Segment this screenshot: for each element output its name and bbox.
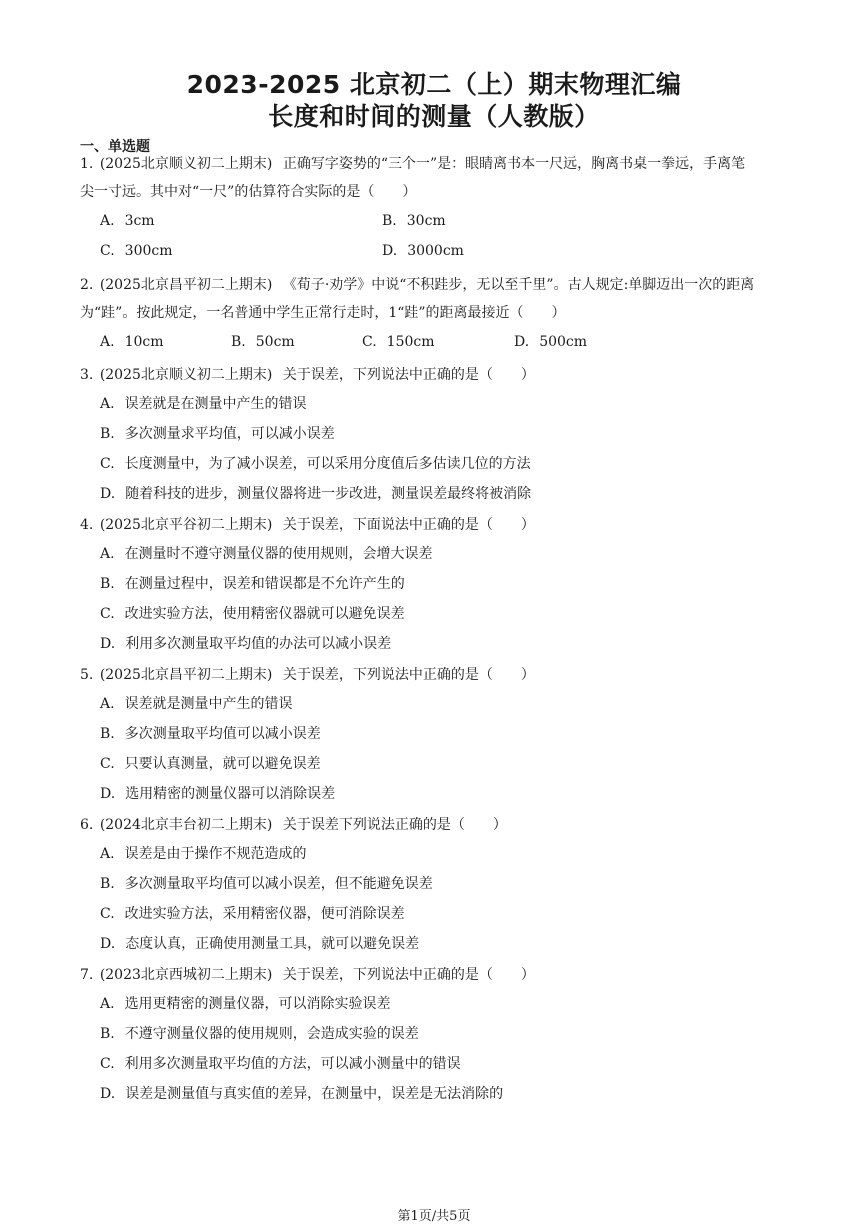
- question-text: 关于误差，下面说法中正确的是（ ）: [282, 517, 535, 533]
- option-letter: A.: [100, 334, 115, 350]
- option-letter: C.: [100, 906, 115, 922]
- option-text: 在测量过程中，误差和错误都是不允许产生的: [124, 576, 405, 592]
- option-text: 选用精密的测量仪器可以消除误差: [125, 786, 336, 802]
- section-heading: 一、单选题: [80, 139, 150, 155]
- option-text: 随着科技的进步，测量仪器将进一步改进，测量误差最终将被消除: [125, 486, 532, 502]
- question-4: [80, 511, 792, 659]
- option-letter: D.: [100, 936, 116, 952]
- question-number: 5.: [80, 667, 94, 683]
- question-source: (2025北京昌平初二上期末): [99, 277, 273, 293]
- question-source: (2025北京顺义初二上期末): [99, 367, 273, 383]
- option-letter: A.: [100, 396, 115, 412]
- question-text: 关于误差，下列说法中正确的是（ ）: [282, 667, 535, 683]
- option-a: [100, 206, 382, 236]
- option-a: [80, 689, 792, 719]
- question-6: [80, 811, 792, 959]
- option-text: 多次测量取平均值可以减小误差，但不能避免误差: [124, 876, 433, 892]
- options-row: [80, 327, 792, 357]
- option-text: 不遵守测量仪器的使用规则，会造成实验的误差: [124, 1026, 419, 1042]
- option-a: [80, 989, 792, 1019]
- option-letter: D.: [382, 243, 398, 259]
- option-letter: B.: [100, 726, 115, 742]
- option-letter: C.: [100, 243, 115, 259]
- question-stem: [80, 150, 792, 178]
- question-5: [80, 661, 792, 809]
- document-title: 2023-2025 北京初二（上）期末物理汇编: [186, 70, 682, 99]
- option-text: 10cm: [124, 334, 164, 350]
- option-d: [80, 779, 792, 809]
- option-b: [80, 569, 792, 599]
- option-d: [514, 327, 645, 357]
- option-text: 误差是测量值与真实值的差异，在测量中，误差是无法消除的: [125, 1086, 504, 1102]
- question-text: 正确写字姿势的“三个一”是：眼睛离书本一尺远，胸离书桌一拳远，手离笔: [282, 156, 746, 172]
- option-text: 改进实验方法，采用精密仪器，便可消除误差: [124, 906, 405, 922]
- document-subtitle: 长度和时间的测量（人教版）: [268, 102, 600, 131]
- option-text: 150cm: [386, 334, 435, 350]
- option-text: 多次测量取平均值可以减小误差: [124, 726, 321, 742]
- question-number: 1.: [80, 156, 94, 172]
- option-letter: D.: [100, 486, 116, 502]
- option-letter: D.: [100, 636, 116, 652]
- question-source: (2024北京丰台初二上期末): [99, 817, 273, 833]
- question-number: 6.: [80, 817, 94, 833]
- question-source: (2023北京西城初二上期末): [99, 967, 273, 983]
- options-grid: [80, 206, 792, 266]
- option-a: [80, 839, 792, 869]
- question-text: 《荀子·劝学》中说“不积跬步，无以至千里”。古人规定:单脚迈出一次的距离: [282, 277, 755, 293]
- option-b: [231, 327, 362, 357]
- question-number: 2.: [80, 277, 94, 293]
- option-text: 误差就是测量中产生的错误: [124, 696, 293, 712]
- question-source: (2025北京昌平初二上期末): [99, 667, 273, 683]
- option-a: [100, 327, 231, 357]
- option-text: 选用更精密的测量仪器，可以消除实验误差: [124, 996, 391, 1012]
- option-letter: C.: [100, 1056, 115, 1072]
- option-c: [80, 1049, 792, 1079]
- option-letter: A.: [100, 213, 115, 229]
- question-stem: [80, 961, 792, 989]
- option-d: [80, 479, 792, 509]
- option-letter: C.: [100, 456, 115, 472]
- question-stem: [80, 661, 792, 689]
- option-d: [80, 1079, 792, 1109]
- question-text: 关于误差，下列说法中正确的是（ ）: [282, 367, 535, 383]
- option-d: [80, 929, 792, 959]
- option-letter: D.: [514, 334, 530, 350]
- option-c: [80, 899, 792, 929]
- option-b: [80, 719, 792, 749]
- option-text: 300cm: [124, 243, 173, 259]
- option-letter: B.: [100, 426, 115, 442]
- option-letter: C.: [100, 606, 115, 622]
- option-b: [80, 1019, 792, 1049]
- question-stem: [80, 271, 792, 299]
- option-a: [80, 539, 792, 569]
- option-letter: A.: [100, 996, 115, 1012]
- question-stem: [80, 811, 792, 839]
- option-b: [382, 206, 664, 236]
- question-text-continued: 为“跬”。按此规定，一名普通中学生正常行走时，1“跬”的距离最接近（ ）: [80, 305, 566, 321]
- option-text: 误差是由于操作不规范造成的: [124, 846, 307, 862]
- option-text: 利用多次测量取平均值的方法，可以减小测量中的错误: [124, 1056, 461, 1072]
- question-number: 3.: [80, 367, 94, 383]
- question-source: (2025北京平谷初二上期末): [99, 517, 273, 533]
- option-letter: A.: [100, 696, 115, 712]
- option-b: [80, 419, 792, 449]
- page-number: 第1页/共5页: [397, 1209, 471, 1224]
- option-d: [382, 236, 664, 266]
- option-text: 态度认真，正确使用测量工具，就可以避免误差: [125, 936, 420, 952]
- option-a: [80, 389, 792, 419]
- option-d: [80, 629, 792, 659]
- question-1: [80, 150, 792, 266]
- option-letter: B.: [382, 213, 397, 229]
- option-letter: B.: [231, 334, 246, 350]
- question-source: (2025北京顺义初二上期末): [99, 156, 273, 172]
- question-7: [80, 961, 792, 1109]
- option-text: 500cm: [539, 334, 588, 350]
- option-text: 在测量时不遵守测量仪器的使用规则，会增大误差: [124, 546, 433, 562]
- option-letter: B.: [100, 1026, 115, 1042]
- option-letter: B.: [100, 876, 115, 892]
- option-text: 误差就是在测量中产生的错误: [124, 396, 307, 412]
- option-letter: B.: [100, 576, 115, 592]
- option-text: 只要认真测量，就可以避免误差: [124, 756, 321, 772]
- option-b: [80, 869, 792, 899]
- option-letter: C.: [362, 334, 377, 350]
- option-text: 3000cm: [407, 243, 464, 259]
- question-2: [80, 271, 792, 357]
- question-stem: [80, 511, 792, 539]
- option-text: 50cm: [255, 334, 295, 350]
- option-text: 多次测量求平均值，可以减小误差: [124, 426, 335, 442]
- option-text: 30cm: [406, 213, 446, 229]
- option-letter: A.: [100, 546, 115, 562]
- option-letter: A.: [100, 846, 115, 862]
- question-stem: [80, 361, 792, 389]
- option-text: 改进实验方法，使用精密仪器就可以避免误差: [124, 606, 405, 622]
- question-text: 关于误差下列说法正确的是（ ）: [282, 817, 507, 833]
- option-c: [80, 599, 792, 629]
- option-c: [100, 236, 382, 266]
- option-letter: C.: [100, 756, 115, 772]
- option-c: [80, 449, 792, 479]
- option-letter: D.: [100, 1086, 116, 1102]
- option-c: [362, 327, 514, 357]
- option-letter: D.: [100, 786, 116, 802]
- option-c: [80, 749, 792, 779]
- question-text-continued: 尖一寸远。其中对“一尺”的估算符合实际的是（ ）: [80, 184, 417, 200]
- question-text: 关于误差，下列说法中正确的是（ ）: [282, 967, 535, 983]
- question-number: 4.: [80, 517, 94, 533]
- question-3: [80, 361, 792, 509]
- question-number: 7.: [80, 967, 94, 983]
- option-text: 长度测量中，为了减小误差，可以采用分度值后多估读几位的方法: [124, 456, 531, 472]
- option-text: 3cm: [124, 213, 155, 229]
- option-text: 利用多次测量取平均值的办法可以减小误差: [125, 636, 392, 652]
